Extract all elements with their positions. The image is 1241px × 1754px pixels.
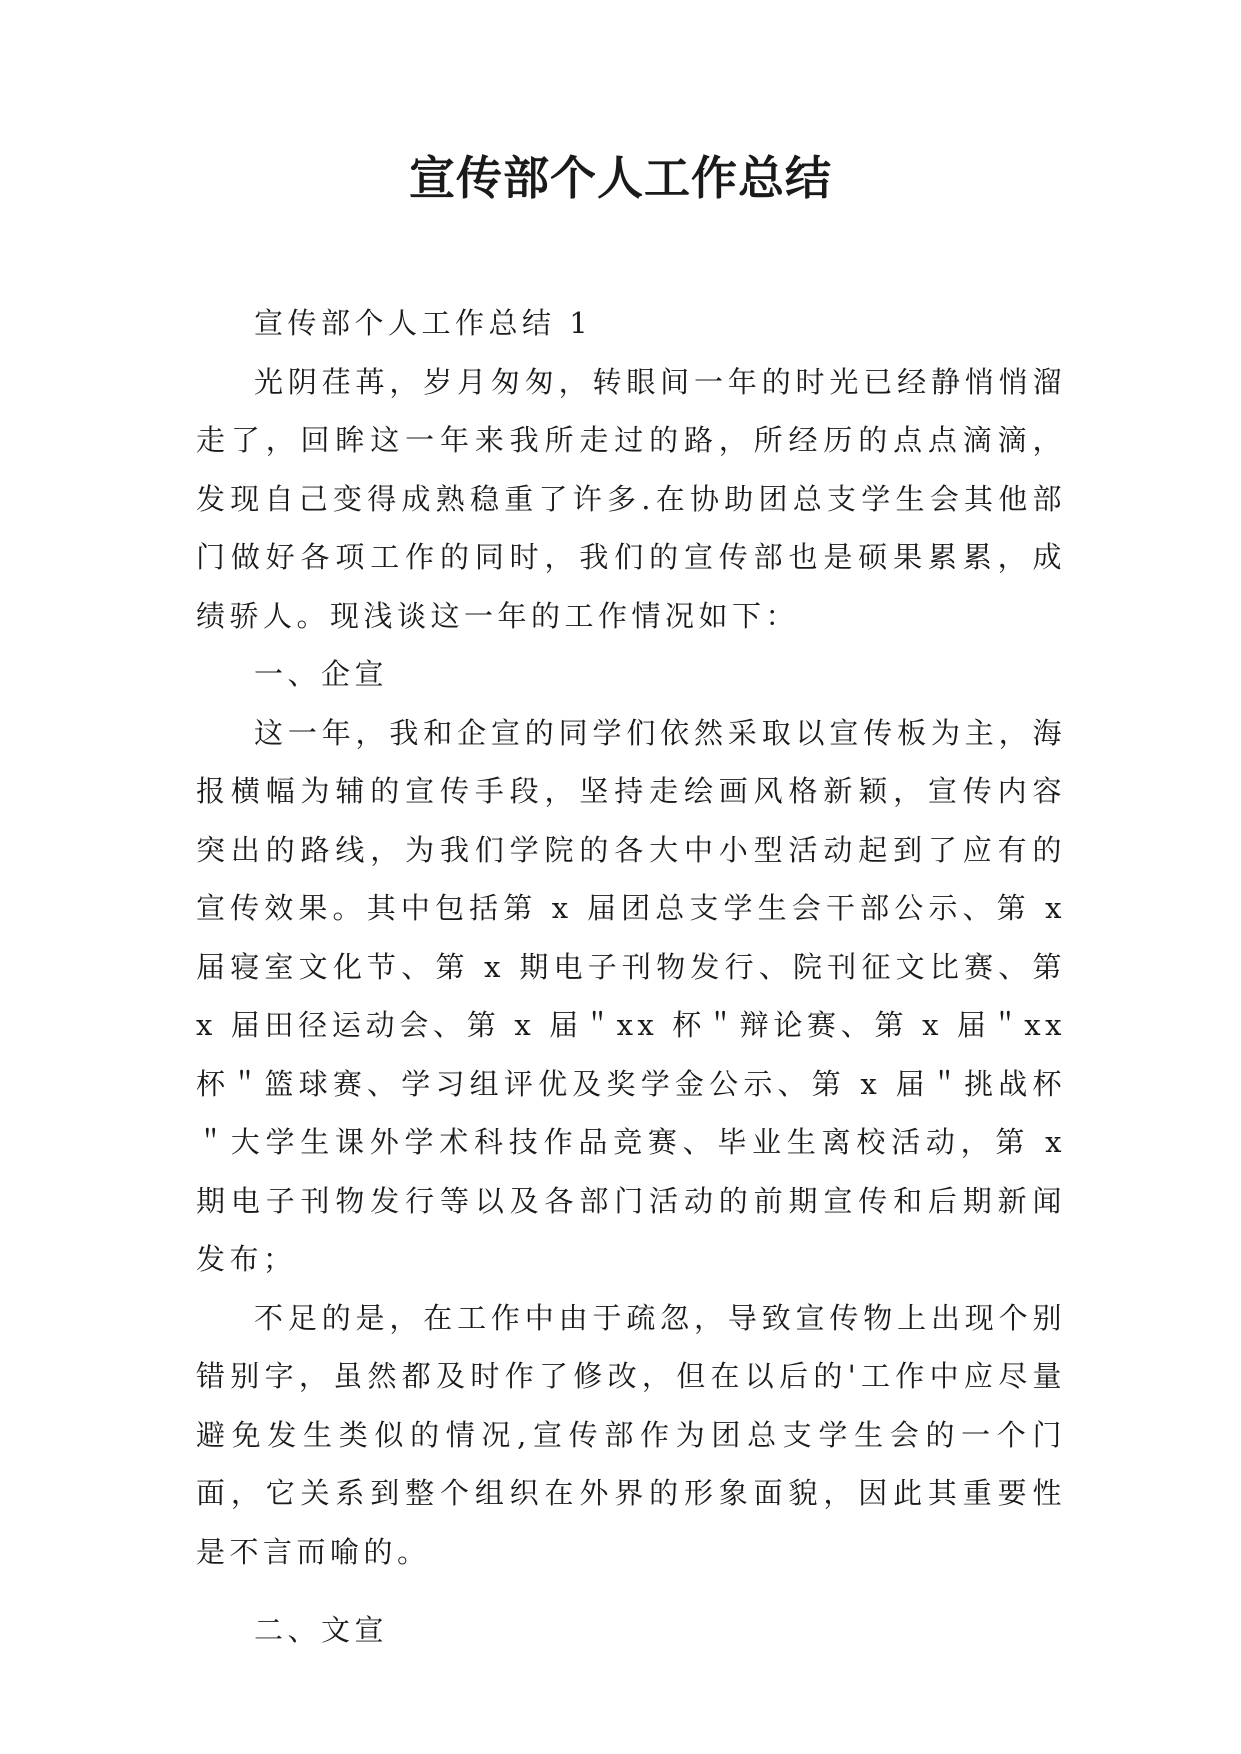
document-body <box>196 294 1066 1660</box>
document-title: 宣传部个人工作总结 <box>409 151 832 205</box>
body-paragraph: 这一年，我和企宣的同学们依然采取以宣传板为主，海报横幅为辅的宣传手段，坚持走绘画风格新颖，宣传内容突出的路线，为我们学院的各大中小型活动起到了应有的宣传效果。其中包括第 x 届团总支学生会干部公示、第 x 届寝室文化节、第 x 期电子刊物发行、院刊征文比赛、第 x 届田径运动会、第 x 届＂xx 杯＂辩论赛、第 x 届＂xx 杯＂篮球赛、学习组评优及奖学金公示、第 x 届＂挑战杯＂大学生课外学术科技作品竞赛、毕业生离校活动，第 x 期电子刊物发行等以及各部门活动的前期宣传和后期新闻发布； <box>196 715 1066 1276</box>
body-paragraph: 光阴荏苒，岁月匆匆，转眼间一年的时光已经静悄悄溜走了，回眸这一年来我所走过的路，所经历的点点滴滴，发现自己变得成熟稳重了许多.在协助团总支学生会其他部门做好各项工作的同时，我们的宣传部也是硕果累累，成绩骄人。现浅谈这一年的工作情况如下： <box>196 364 1066 633</box>
section-heading: 宣传部个人工作总结 1 <box>254 306 593 340</box>
sub-heading: 二、文宣 <box>254 1613 389 1647</box>
body-paragraph: 不足的是，在工作中由于疏忽，导致宣传物上出现个别错别字，虽然都及时作了修改，但在以后的'工作中应尽量避免发生类似的情况,宣传部作为团总支学生会的一个门面，它关系到整个组织在外界的形象面貌，因此其重要性是不言而喻的。 <box>196 1300 1066 1569</box>
sub-heading: 一、企宣 <box>254 657 389 691</box>
